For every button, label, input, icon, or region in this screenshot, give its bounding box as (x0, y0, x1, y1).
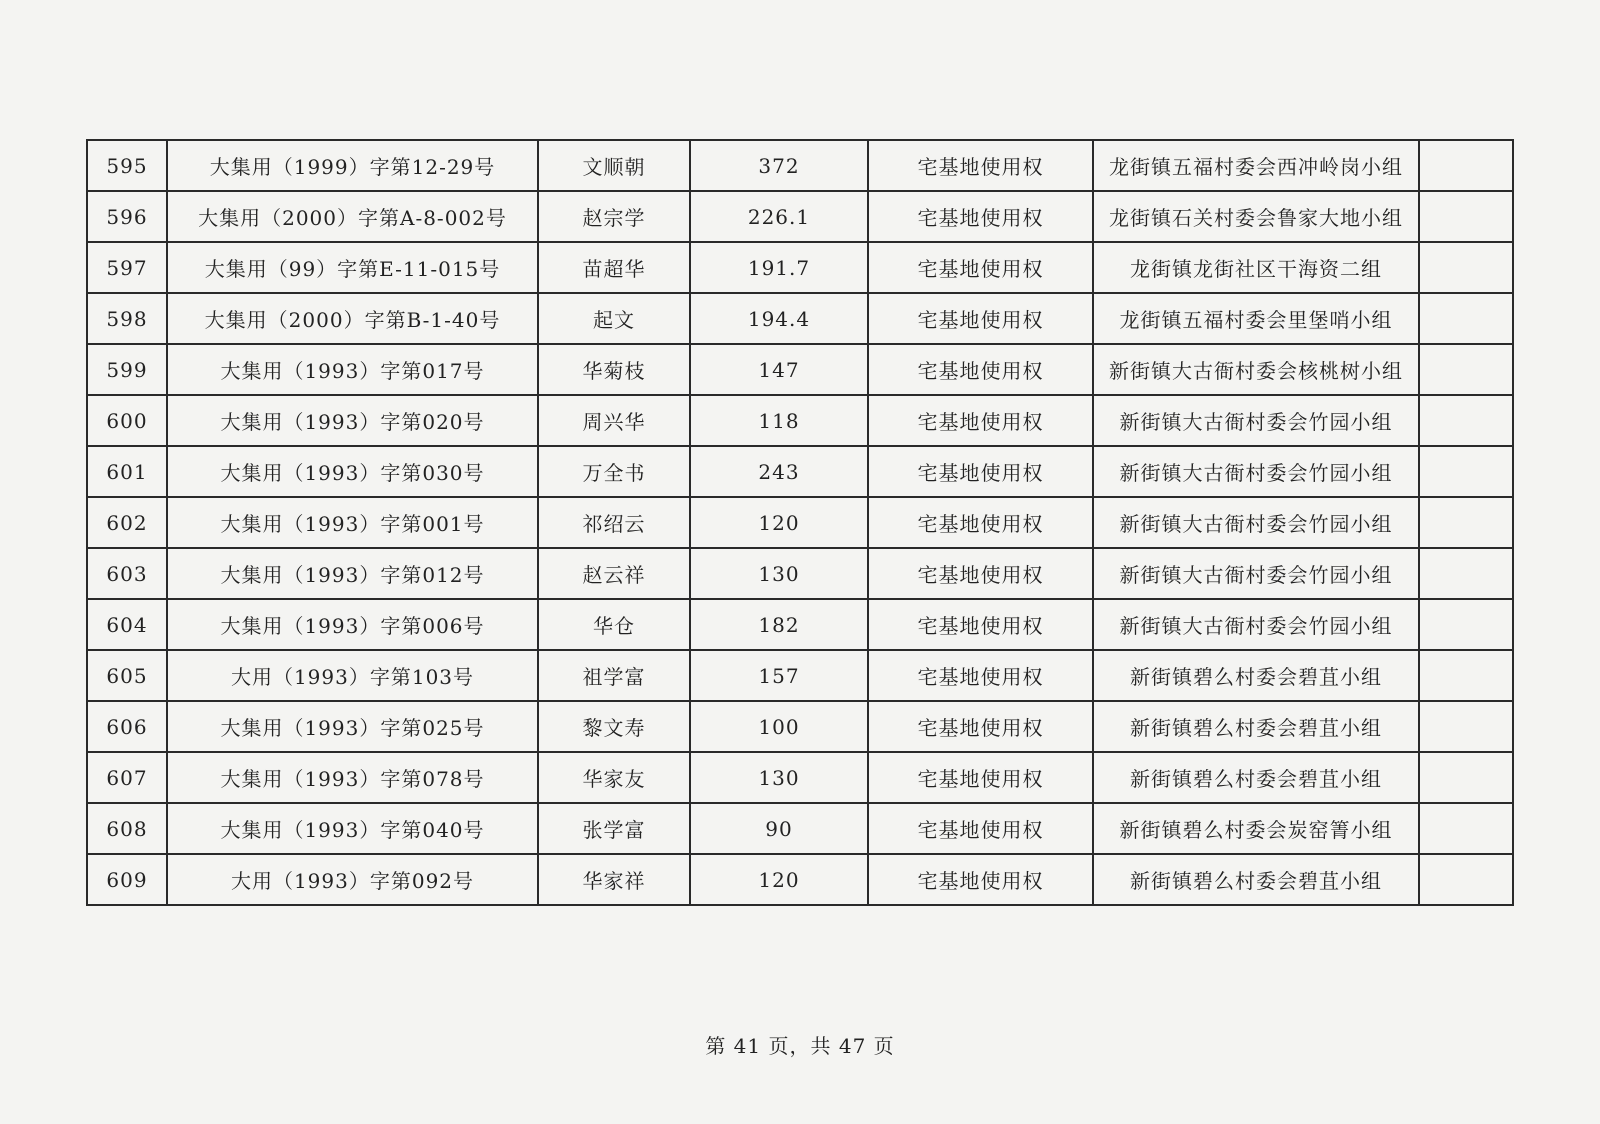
location-cell: 龙街镇五福村委会里堡哨小组 (1093, 293, 1419, 344)
owner-name-cell: 万全书 (538, 446, 690, 497)
right-type-cell: 宅基地使用权 (868, 140, 1093, 191)
certificate-number-cell: 大集用（1993）字第006号 (167, 599, 538, 650)
area-cell: 147 (690, 344, 868, 395)
right-type-cell: 宅基地使用权 (868, 293, 1093, 344)
table-body (87, 140, 1513, 905)
location-cell: 龙街镇石关村委会鲁家大地小组 (1093, 191, 1419, 242)
certificate-number-cell: 大用（1993）字第092号 (167, 854, 538, 905)
right-type-cell: 宅基地使用权 (868, 242, 1093, 293)
location-cell: 新街镇碧么村委会碧苴小组 (1093, 854, 1419, 905)
certificate-number-cell: 大集用（99）字第E-11-015号 (167, 242, 538, 293)
page-number-footer: 第 41 页，共 47 页 (705, 1034, 895, 1058)
right-type-cell: 宅基地使用权 (868, 650, 1093, 701)
row-number-cell: 597 (87, 242, 167, 293)
area-cell: 130 (690, 548, 868, 599)
certificate-number-cell: 大集用（1993）字第020号 (167, 395, 538, 446)
certificate-number-cell: 大集用（1999）字第12-29号 (167, 140, 538, 191)
table-row (87, 446, 1513, 497)
location-cell: 龙街镇五福村委会西冲岭岗小组 (1093, 140, 1419, 191)
owner-name-cell: 华家友 (538, 752, 690, 803)
location-cell: 新街镇碧么村委会碧苴小组 (1093, 752, 1419, 803)
owner-name-cell: 周兴华 (538, 395, 690, 446)
right-type-cell: 宅基地使用权 (868, 599, 1093, 650)
certificate-number-cell: 大集用（1993）字第012号 (167, 548, 538, 599)
table-row (87, 395, 1513, 446)
location-cell: 新街镇大古衙村委会核桃树小组 (1093, 344, 1419, 395)
table-row (87, 344, 1513, 395)
area-cell: 157 (690, 650, 868, 701)
area-cell: 100 (690, 701, 868, 752)
row-number-cell: 605 (87, 650, 167, 701)
certificate-number-cell: 大集用（1993）字第040号 (167, 803, 538, 854)
table-row (87, 752, 1513, 803)
location-cell: 新街镇碧么村委会碧苴小组 (1093, 650, 1419, 701)
right-type-cell: 宅基地使用权 (868, 803, 1093, 854)
certificate-number-cell: 大集用（1993）字第078号 (167, 752, 538, 803)
right-type-cell: 宅基地使用权 (868, 446, 1093, 497)
table-row (87, 854, 1513, 905)
row-number-cell: 604 (87, 599, 167, 650)
row-number-cell: 598 (87, 293, 167, 344)
location-cell: 新街镇碧么村委会炭窑箐小组 (1093, 803, 1419, 854)
remarks-cell (1419, 548, 1513, 599)
remarks-cell (1419, 701, 1513, 752)
table-row (87, 548, 1513, 599)
area-cell: 120 (690, 497, 868, 548)
location-cell: 新街镇大古衙村委会竹园小组 (1093, 599, 1419, 650)
table-row (87, 497, 1513, 548)
row-number-cell: 606 (87, 701, 167, 752)
owner-name-cell: 华仓 (538, 599, 690, 650)
remarks-cell (1419, 191, 1513, 242)
location-cell: 新街镇碧么村委会碧苴小组 (1093, 701, 1419, 752)
area-cell: 191.7 (690, 242, 868, 293)
row-number-cell: 595 (87, 140, 167, 191)
certificate-number-cell: 大集用（1993）字第017号 (167, 344, 538, 395)
table-row (87, 701, 1513, 752)
owner-name-cell: 黎文寿 (538, 701, 690, 752)
area-cell: 194.4 (690, 293, 868, 344)
certificate-number-cell: 大集用（1993）字第025号 (167, 701, 538, 752)
row-number-cell: 603 (87, 548, 167, 599)
area-cell: 182 (690, 599, 868, 650)
owner-name-cell: 苗超华 (538, 242, 690, 293)
row-number-cell: 601 (87, 446, 167, 497)
owner-name-cell: 赵宗学 (538, 191, 690, 242)
right-type-cell: 宅基地使用权 (868, 701, 1093, 752)
remarks-cell (1419, 140, 1513, 191)
certificate-number-cell: 大集用（2000）字第B-1-40号 (167, 293, 538, 344)
table-row (87, 293, 1513, 344)
owner-name-cell: 祁绍云 (538, 497, 690, 548)
remarks-cell (1419, 497, 1513, 548)
right-type-cell: 宅基地使用权 (868, 854, 1093, 905)
table-row (87, 191, 1513, 242)
right-type-cell: 宅基地使用权 (868, 344, 1093, 395)
table-row (87, 242, 1513, 293)
remarks-cell (1419, 446, 1513, 497)
owner-name-cell: 赵云祥 (538, 548, 690, 599)
area-cell: 372 (690, 140, 868, 191)
row-number-cell: 608 (87, 803, 167, 854)
area-cell: 226.1 (690, 191, 868, 242)
area-cell: 130 (690, 752, 868, 803)
area-cell: 243 (690, 446, 868, 497)
remarks-cell (1419, 650, 1513, 701)
owner-name-cell: 文顺朝 (538, 140, 690, 191)
remarks-cell (1419, 803, 1513, 854)
location-cell: 新街镇大古衙村委会竹园小组 (1093, 395, 1419, 446)
owner-name-cell: 华菊枝 (538, 344, 690, 395)
right-type-cell: 宅基地使用权 (868, 548, 1093, 599)
right-type-cell: 宅基地使用权 (868, 191, 1093, 242)
remarks-cell (1419, 344, 1513, 395)
owner-name-cell: 张学富 (538, 803, 690, 854)
row-number-cell: 599 (87, 344, 167, 395)
row-number-cell: 600 (87, 395, 167, 446)
table-row (87, 599, 1513, 650)
location-cell: 新街镇大古衙村委会竹园小组 (1093, 446, 1419, 497)
row-number-cell: 609 (87, 854, 167, 905)
remarks-cell (1419, 293, 1513, 344)
certificate-number-cell: 大用（1993）字第103号 (167, 650, 538, 701)
certificate-number-cell: 大集用（2000）字第A-8-002号 (167, 191, 538, 242)
owner-name-cell: 起文 (538, 293, 690, 344)
location-cell: 新街镇大古衙村委会竹园小组 (1093, 548, 1419, 599)
row-number-cell: 607 (87, 752, 167, 803)
row-number-cell: 602 (87, 497, 167, 548)
right-type-cell: 宅基地使用权 (868, 395, 1093, 446)
owner-name-cell: 祖学富 (538, 650, 690, 701)
area-cell: 90 (690, 803, 868, 854)
table-row (87, 650, 1513, 701)
remarks-cell (1419, 854, 1513, 905)
location-cell: 新街镇大古衙村委会竹园小组 (1093, 497, 1419, 548)
owner-name-cell: 华家祥 (538, 854, 690, 905)
table-row (87, 140, 1513, 191)
area-cell: 118 (690, 395, 868, 446)
remarks-cell (1419, 752, 1513, 803)
certificate-number-cell: 大集用（1993）字第001号 (167, 497, 538, 548)
area-cell: 120 (690, 854, 868, 905)
remarks-cell (1419, 242, 1513, 293)
right-type-cell: 宅基地使用权 (868, 497, 1093, 548)
row-number-cell: 596 (87, 191, 167, 242)
remarks-cell (1419, 395, 1513, 446)
remarks-cell (1419, 599, 1513, 650)
right-type-cell: 宅基地使用权 (868, 752, 1093, 803)
table-row (87, 803, 1513, 854)
land-register-table (86, 139, 1514, 906)
certificate-number-cell: 大集用（1993）字第030号 (167, 446, 538, 497)
location-cell: 龙街镇龙街社区干海资二组 (1093, 242, 1419, 293)
